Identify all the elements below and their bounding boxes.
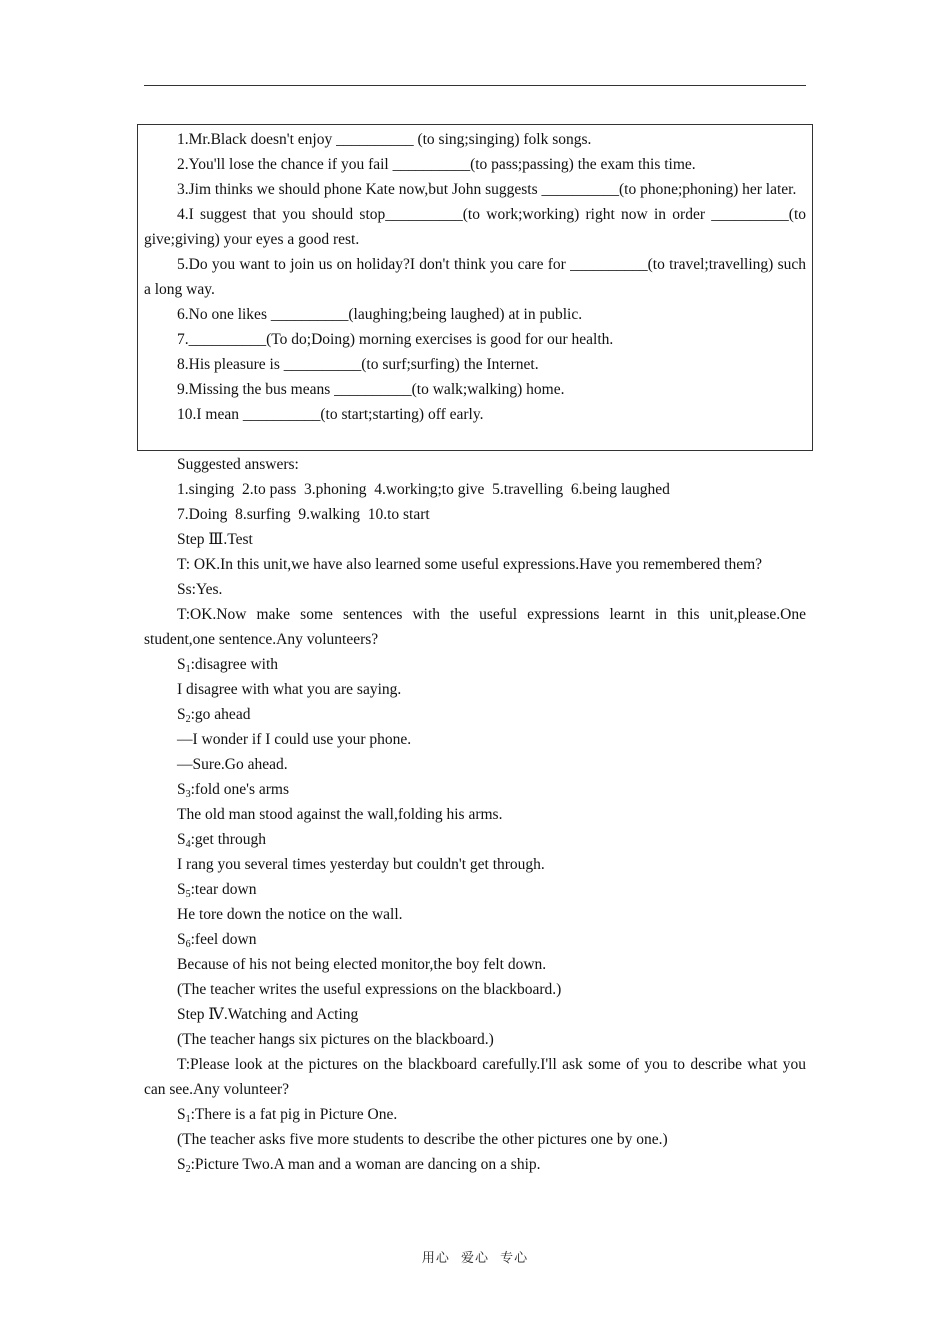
exercise-item: 5.Do you want to join us on holiday?I don't think you care for __________(to travel;travelling) such a long way. (144, 256, 806, 298)
example-sentence: He tore down the notice on the wall. (177, 906, 403, 923)
exercise-item: 6.No one likes __________(laughing;being laughed) at in public. (177, 306, 583, 323)
step-3-title: Step Ⅲ.Test (177, 531, 253, 548)
example-sentence: The old man stood against the wall,folding his arms. (177, 806, 503, 823)
page-footer: 用心 爱心 专心 (421, 1251, 529, 1266)
student-line: $S_1:There$ is a fat pig in Picture One. (177, 1106, 398, 1125)
exercise-list (144, 127, 806, 427)
step-4-title: Step Ⅳ.Watching and Acting (177, 1006, 359, 1023)
exercise-item: 3.Jim thinks we should phone Kate now,but John suggests __________(to phone;phoning) her later. (177, 181, 797, 198)
teacher-line: T: OK.In this unit,we have also learned some useful expressions.Have you remembered them? (177, 556, 763, 573)
stage-note: (The teacher hangs six pictures on the blackboard.) (177, 1031, 494, 1048)
teacher-line: T:Please look at the pictures on the blackboard carefully.I'll ask some of you to describe what you can see.Any volunteer? (144, 1056, 806, 1098)
exercise-item: 2.You'll lose the chance if you fail __________(to pass;passing) the exam this time. (177, 156, 696, 173)
exercise-item: 9.Missing the bus means __________(to walk;walking) home. (177, 381, 565, 398)
stage-note: (The teacher asks five more students to describe the other pictures one by one.) (177, 1131, 668, 1148)
student-expression: $S_2:go$ ahead (177, 706, 251, 725)
answers-line: 7.Doing 8.surfing 9.walking 10.to start (177, 506, 430, 523)
stage-note: (The teacher writes the useful expressions on the blackboard.) (177, 981, 562, 998)
student-expression: $S_3:fold$ one's arms (177, 781, 289, 800)
exercise-item: 10.I mean __________(to start;starting) off early. (177, 406, 484, 423)
exercise-item: 4.I suggest that you should stop__________(to work;working) right now in order __________(to give;giving) your eyes a good rest. (144, 206, 806, 248)
header-rule (144, 85, 806, 86)
exercise-item: 8.His pleasure is __________(to surf;surfing) the Internet. (177, 356, 539, 373)
exercise-item: 7.__________(To do;Doing) morning exercises is good for our health. (177, 331, 614, 348)
answers-title: Suggested answers: (177, 456, 299, 473)
exercise-item: 1.Mr.Black doesn't enjoy __________ (to sing;singing) folk songs. (177, 131, 592, 148)
example-sentence: I rang you several times yesterday but couldn't get through. (177, 856, 545, 873)
example-sentence: I disagree with what you are saying. (177, 681, 402, 698)
answers-line: 1.singing 2.to pass 3.phoning 4.working;to give 5.travelling 6.being laughed (177, 481, 670, 498)
students-line: Ss:Yes. (177, 581, 223, 598)
lesson-body (144, 452, 806, 1177)
example-sentence: Because of his not being elected monitor,the boy felt down. (177, 956, 547, 973)
example-sentence: —I wonder if I could use your phone. (177, 731, 412, 748)
example-sentence: —Sure.Go ahead. (177, 756, 288, 773)
student-expression: $S_1:disagree$ with (177, 656, 279, 675)
student-expression: $S_5:tear$ down (177, 881, 257, 900)
teacher-line: T:OK.Now make some sentences with the useful expressions learnt in this unit,please.One student,one sentence.Any volunteers? (144, 606, 806, 648)
student-expression: $S_6:feel$ down (177, 931, 257, 950)
student-expression: $S_4:get$ through (177, 831, 266, 850)
student-line: $S_2:Picture$ Two.A man and a woman are dancing on a ship. (177, 1156, 541, 1175)
